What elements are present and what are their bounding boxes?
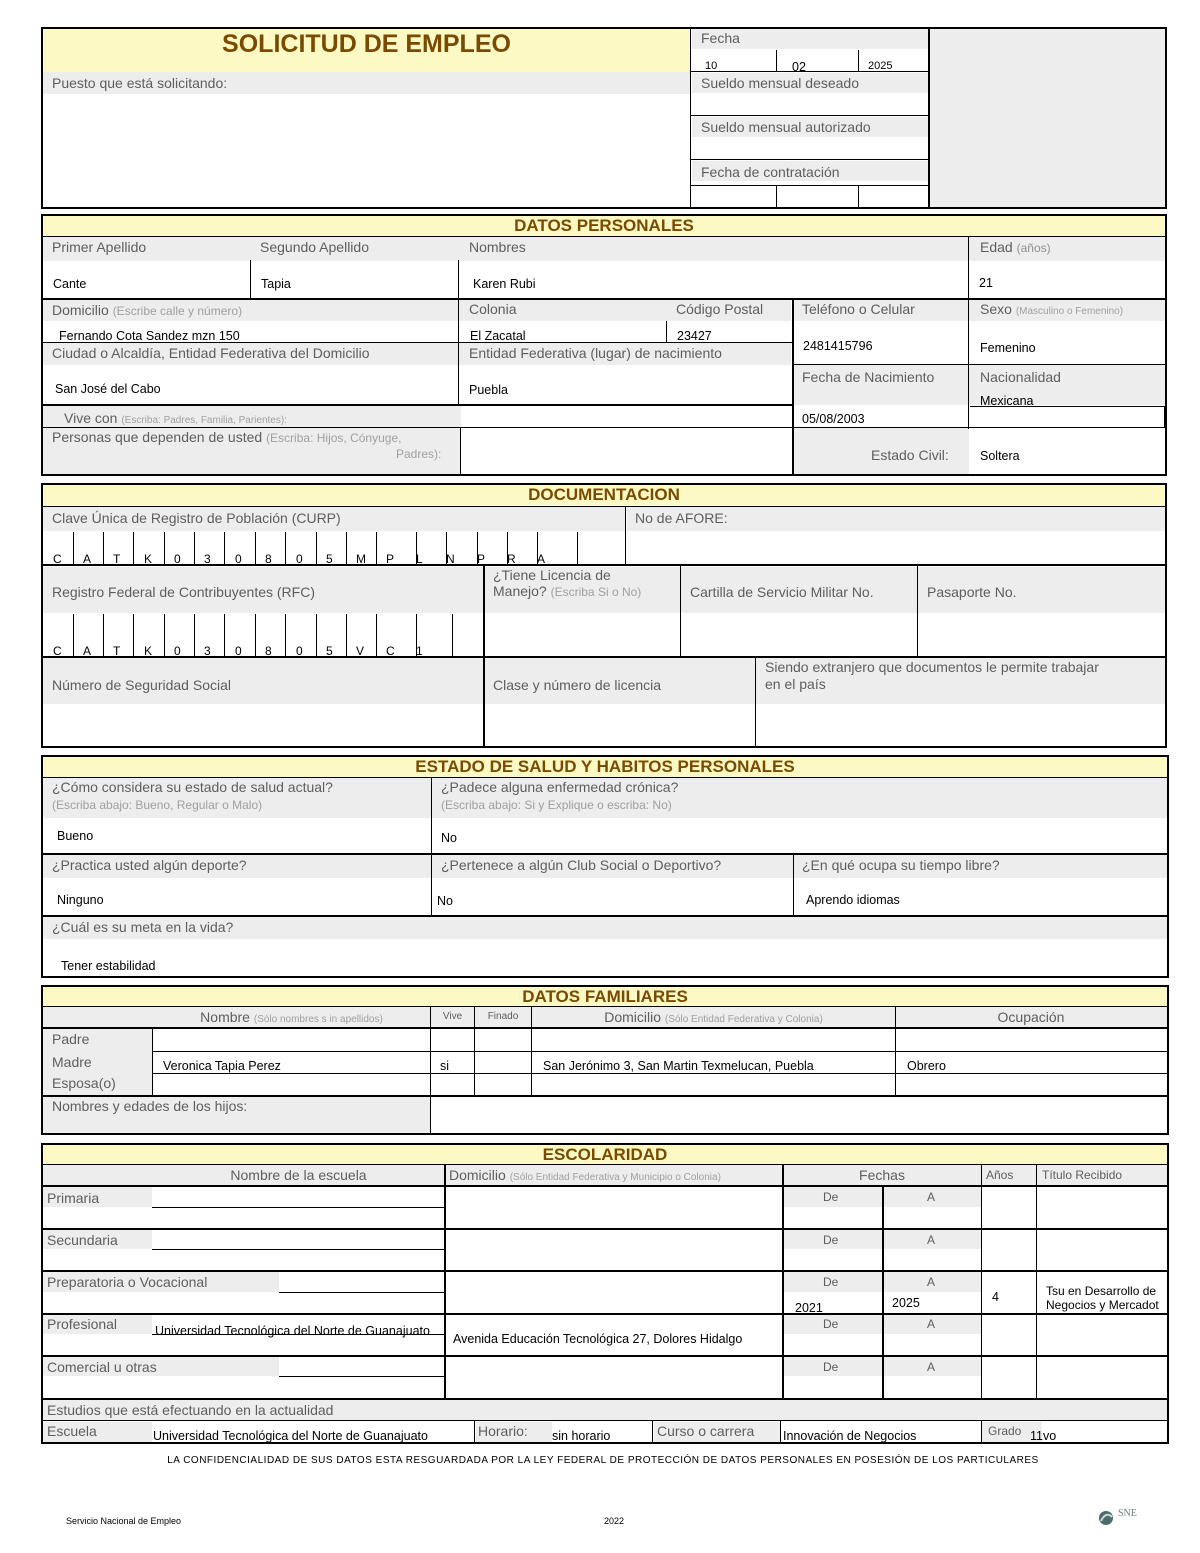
colonia-label: Colonia [469,301,517,317]
nss-label: Número de Seguridad Social [52,677,231,693]
puesto-field[interactable] [44,95,688,205]
rfc-char: C [53,644,62,658]
primaria-de-label: De [823,1190,839,1204]
madre-ocupacion[interactable]: Obrero [907,1059,946,1073]
telefono-value[interactable]: 2481415796 [803,339,873,353]
curp-char: P [477,552,486,566]
curp-char: K [144,552,153,566]
tiempo-libre-value[interactable]: Aprendo idiomas [806,893,900,907]
clase-licencia-label: Clase y número de licencia [493,677,662,693]
escolaridad-title: ESCOLARIDAD [542,1145,668,1164]
profesional-escuela-value[interactable]: Universidad Tecnológica del Norte de Guanajuato [155,1324,430,1338]
photo-area [931,30,1163,206]
salud-label: ¿Cómo considera su estado de salud actual? [52,779,333,795]
madre-nombre[interactable]: Veronica Tapia Perez [163,1059,281,1073]
entidad-nacimiento-label: Entidad Federativa (lugar) de nacimiento [469,345,722,361]
fecha-anio[interactable]: 2025 [868,60,893,72]
curp-char: 8 [265,552,272,566]
curp-char: P [386,552,395,566]
sexo-value[interactable]: Femenino [980,341,1036,355]
rfc-char: 5 [326,644,333,658]
profesional-de-label: De [823,1317,839,1331]
form-title: SOLICITUD DE EMPLEO [222,30,511,58]
cp-value[interactable]: 23427 [677,329,712,343]
fam-vive-col: Vive [442,1011,463,1022]
cp-label: Código Postal [676,301,764,317]
rfc-char: T [113,644,121,658]
profesional-a-label: A [927,1317,936,1331]
profesional-label: Profesional [47,1316,118,1332]
fecha-mes[interactable]: 02 [792,60,806,74]
estado-civil-label: Estado Civil: [871,447,949,463]
sueldo-autorizado-label: Sueldo mensual autorizado [701,119,871,135]
esc-domicilio-col: Domicilio (Sólo Entidad Federativa y Municipio o Colonia) [449,1167,721,1183]
estado-civil-value[interactable]: Soltera [980,449,1020,463]
rfc-char: 1 [416,644,423,658]
fam-ocupacion-col: Ocupación [997,1009,1065,1025]
escuela-actual-value[interactable]: Universidad Tecnológica del Norte de Guanajuato [153,1429,428,1443]
comercial-a-label: A [927,1360,936,1374]
esc-anios-col: Años [986,1168,1014,1182]
esc-titulo-col: Título Recibido [1042,1168,1123,1182]
fecha-contratacion-label: Fecha de contratación [701,164,840,180]
pasaporte-label: Pasaporte No. [927,584,1017,600]
comercial-de-label: De [823,1360,839,1374]
rfc-char: K [144,644,153,658]
cartilla-label: Cartilla de Servicio Militar No. [690,584,874,600]
prepa-a-label: A [927,1275,936,1289]
domicilio-label: Domicilio (Escribe calle y número) [52,302,243,318]
fam-domicilio-col: Domicilio (Sólo Entidad Federativa y Colonia) [604,1009,823,1025]
rfc-char: 0 [296,644,303,658]
telefono-label: Teléfono o Celular [802,301,915,317]
footer-year: 2022 [604,1516,625,1526]
prepa-titulo-value[interactable]: Tsu en Desarrollo de Negocios y Mercadot [1046,1284,1159,1312]
madre-domicilio[interactable]: San Jerónimo 3, San Martin Texmelucan, Puebla [543,1059,814,1073]
madre-vive[interactable]: si [440,1059,450,1073]
fecha-nacimiento-label: Fecha de Nacimiento [802,369,935,385]
primer-apellido-label: Primer Apellido [52,239,147,255]
curp-label: Clave Única de Registro de Población (CURP) [52,510,341,526]
curp-char: A [83,552,92,566]
enfermedad-hint: (Escriba abajo: Si y Explique o escriba: No) [441,798,672,812]
prepa-de-value[interactable]: 2021 [795,1301,823,1315]
licencia-label: ¿Tiene Licencia de Manejo? (Escriba Si o No) [493,567,642,599]
secundaria-de-label: De [823,1233,839,1247]
entidad-nacimiento-value[interactable]: Puebla [469,383,508,397]
curp-char: 0 [174,552,181,566]
curso-value[interactable]: Innovación de Negocios [783,1429,917,1443]
fecha-label: Fecha [701,30,740,46]
curp-char: N [446,552,455,566]
sne-logo [1097,1508,1143,1528]
tiempo-libre-label: ¿En qué ocupa su tiempo libre? [802,857,1000,873]
enfermedad-label: ¿Padece alguna enfermedad crónica? [441,779,679,795]
rfc-char: 3 [204,644,211,658]
sueldo-deseado-label: Sueldo mensual deseado [701,75,860,91]
prepa-de-label: De [823,1275,839,1289]
escuela-actual-label: Escuela [47,1423,97,1439]
curp-char: 0 [296,552,303,566]
vive-con-label: Vive con (Escriba: Padres, Familia, Parientes): [64,410,287,426]
rfc-char: 0 [235,644,242,658]
documentacion-title: DOCUMENTACION [528,485,680,504]
esposa-label: Esposa(o) [52,1075,116,1091]
puesto-label: Puesto que está solicitando: [52,75,228,91]
enfermedad-value[interactable]: No [441,831,457,845]
rfc-boxes[interactable] [43,614,483,656]
rfc-char: C [386,644,395,658]
curp-char: 3 [204,552,211,566]
fam-nombre-col: Nombre (Sólo nombres s in apellidos) [200,1009,383,1025]
sne-logo-text: SNE [1118,1508,1137,1519]
meta-label: ¿Cuál es su meta en la vida? [52,919,234,935]
club-label: ¿Pertenece a algún Club Social o Deportivo? [441,857,722,873]
nombres-label: Nombres [469,239,526,255]
actual-label: Estudios que está efectuando en la actualidad [47,1402,334,1418]
domicilio-value[interactable]: Fernando Cota Sandez mzn 150 [59,329,240,343]
sexo-label: Sexo (Masculino o Femenino) [980,301,1124,317]
salud-value[interactable]: Bueno [57,829,94,843]
rfc-char: 0 [174,644,181,658]
salud-title: ESTADO DE SALUD Y HABITOS PERSONALES [415,757,795,776]
nombres-value[interactable]: Karen Rubi [473,277,536,291]
fam-finado-col: Finado [487,1011,519,1022]
ciudad-value[interactable]: San José del Cabo [55,382,161,396]
familiares-title: DATOS FAMILIARES [522,987,688,1006]
fecha-dia[interactable]: 10 [705,60,718,72]
dependientes-hint: Padres): [396,447,442,461]
curp-char: 0 [235,552,242,566]
grado-label: Grado [988,1424,1022,1438]
secundaria-label: Secundaria [47,1232,118,1248]
esc-escuela-col: Nombre de la escuela [230,1167,367,1183]
curp-char: C [53,552,62,566]
comercial-label: Comercial u otras [47,1359,157,1375]
esc-fechas-col: Fechas [859,1167,905,1183]
privacy-notice: LA CONFIDENCIALIDAD DE SUS DATOS ESTA RESGUARDADA POR LA LEY FEDERAL DE PROTECCIÓN DE DATOS PERSONALES EN POSESIÓN DE LOS PARTICULARES [167,1455,1039,1466]
curp-char: 5 [326,552,333,566]
primer-apellido-value[interactable]: Cante [53,277,87,291]
curp-char: R [507,552,516,566]
segundo-apellido-label: Segundo Apellido [260,239,369,255]
fecha-nacimiento-value[interactable]: 05/08/2003 [802,412,865,426]
rfc-char: V [356,644,365,658]
nacionalidad-value[interactable]: Mexicana [980,394,1034,408]
horario-label: Horario: [478,1423,528,1439]
edad-label: Edad (años) [980,239,1051,255]
dependientes-label: Personas que dependen de usted (Escriba: Hijos, Cónyuge, [52,429,402,445]
hijos-label: Nombres y edades de los hijos: [52,1098,248,1114]
rfc-char: 8 [265,644,272,658]
horario-value[interactable]: sin horario [552,1429,611,1443]
nacionalidad-label: Nacionalidad [980,369,1061,385]
deporte-value[interactable]: Ninguno [57,893,104,907]
ciudad-label: Ciudad o Alcaldía, Entidad Federativa del Domicilio [52,345,370,361]
rfc-label: Registro Federal de Contribuyentes (RFC) [52,584,315,600]
curp-char: T [113,552,121,566]
primaria-label: Primaria [47,1190,100,1206]
datos-personales-title: DATOS PERSONALES [514,216,694,235]
curso-label: Curso o carrera [657,1423,755,1439]
prepa-label: Preparatoria o Vocacional [47,1274,208,1290]
meta-value[interactable]: Tener estabilidad [61,959,156,973]
footer-left: Servicio Nacional de Empleo [66,1516,182,1526]
segundo-apellido-value[interactable]: Tapia [261,277,291,291]
salud-hint: (Escriba abajo: Bueno, Regular o Malo) [52,798,263,812]
deporte-label: ¿Practica usted algún deporte? [52,857,247,873]
curp-char: A [537,552,546,566]
curp-char: M [356,552,366,566]
prepa-anios-value[interactable]: 4 [992,1290,999,1304]
secundaria-a-label: A [927,1233,936,1247]
prepa-a-value[interactable]: 2025 [892,1296,920,1310]
club-value[interactable]: No [437,894,453,908]
profesional-domicilio-value[interactable]: Avenida Educación Tecnológica 27, Dolores Hidalgo [453,1332,743,1346]
colonia-value[interactable]: El Zacatal [470,329,526,343]
padre-label: Padre [52,1031,90,1047]
rfc-char: A [83,644,92,658]
grado-value[interactable]: 11vo [1030,1429,1057,1443]
curp-char: L [416,552,423,566]
edad-value[interactable]: 21 [979,276,993,290]
afore-label: No de AFORE: [635,510,728,526]
extranjero-label: Siendo extranjero que documentos le permite trabajar en el país [765,659,1099,692]
primaria-a-label: A [927,1190,936,1204]
madre-label: Madre [52,1054,92,1070]
